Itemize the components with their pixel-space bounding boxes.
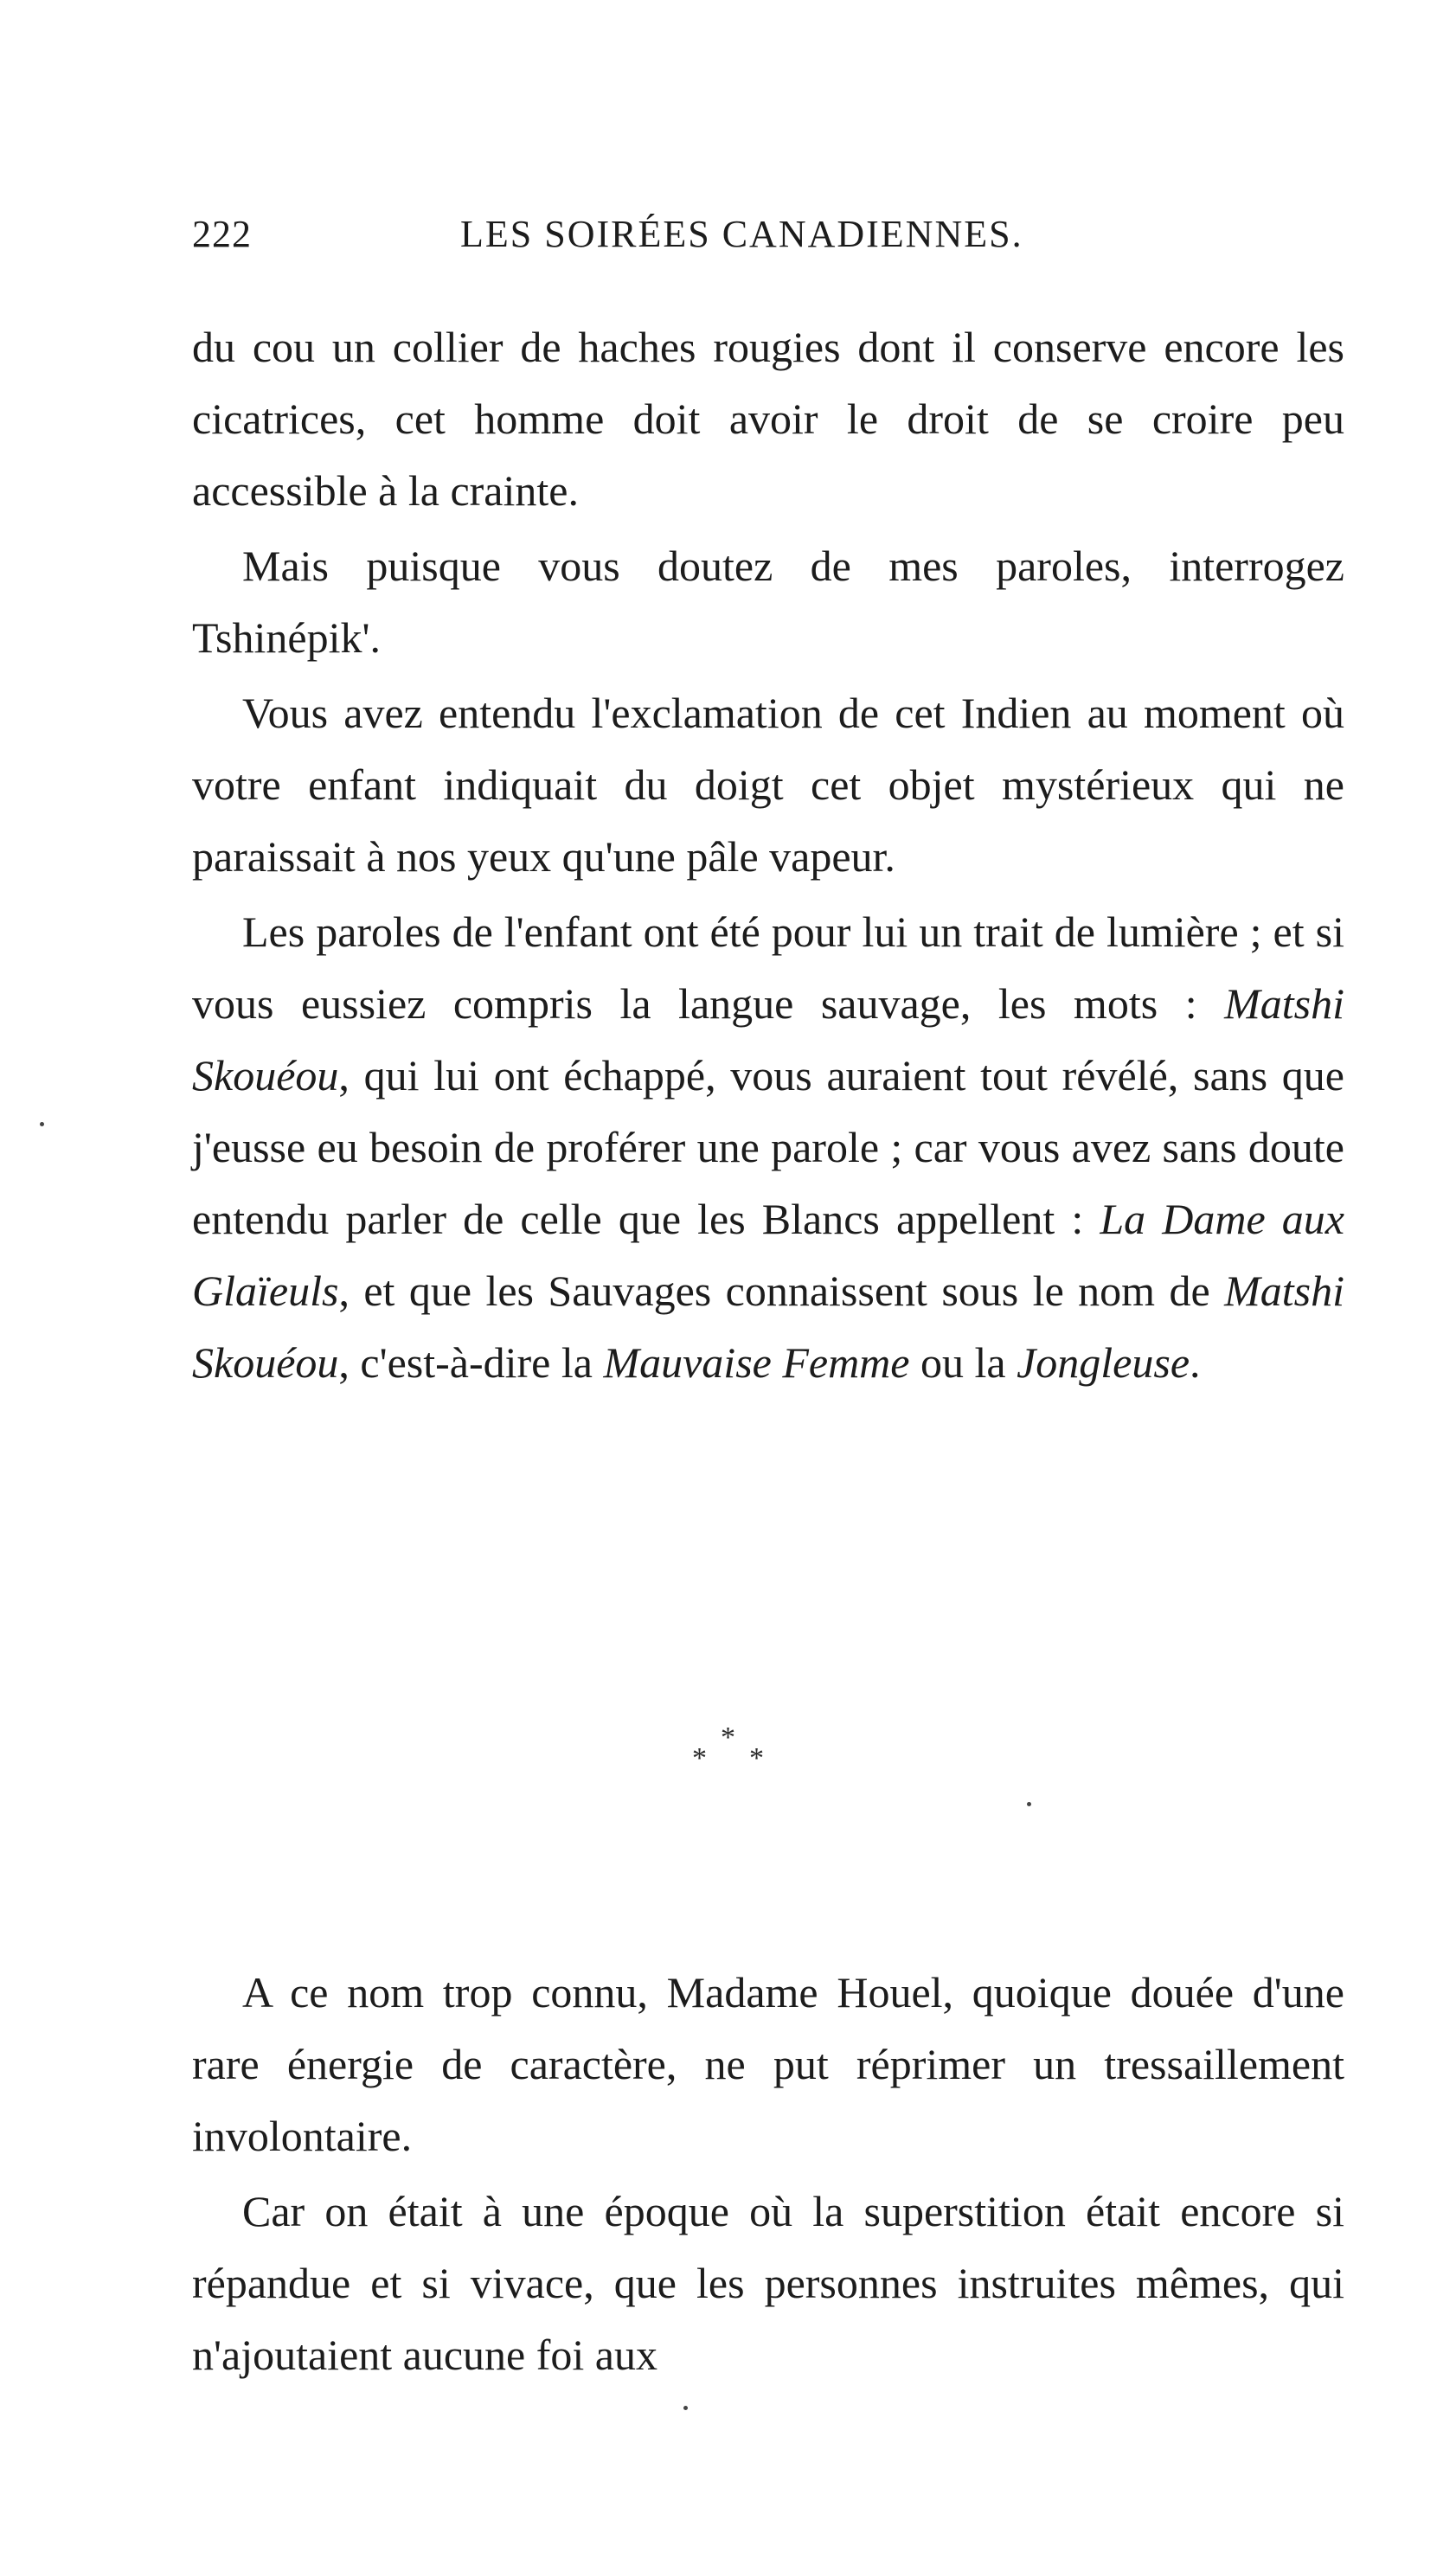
- text-run: .: [1190, 1338, 1201, 1387]
- paragraph: Mais puisque vous doutez de mes paroles, interrogez Tshinépik'.: [192, 542, 1344, 662]
- text-run: , c'est-à-dire la: [338, 1338, 604, 1387]
- text-block-bottom: [192, 1957, 1344, 2391]
- print-speck: [40, 1122, 44, 1126]
- page-header: [192, 212, 1421, 264]
- paragraph: A ce nom trop connu, Madame Houel, quoique douée d'une rare énergie de caractère, ne put réprimer un tressaillement involontaire.: [192, 1968, 1344, 2160]
- text-run: ou la: [909, 1338, 1017, 1387]
- print-speck: [1027, 1802, 1031, 1806]
- print-speck: [683, 2406, 688, 2410]
- italic-term: Matshi Skouéou: [192, 1266, 1344, 1387]
- paragraph-continued: du cou un collier de haches rougies dont il conserve encore les cicatrices, cet homme doit avoir le droit de se croire peu accessible à la crainte.: [192, 323, 1344, 515]
- asterism-star: *: [749, 1742, 764, 1774]
- asterism-star: *: [692, 1742, 707, 1774]
- text-run: , et que les Sauvages connaissent sous le nom de: [338, 1266, 1225, 1315]
- italic-term: Mauvaise Femme: [603, 1338, 910, 1387]
- italic-term: Jongleuse: [1017, 1338, 1190, 1387]
- paragraph: Vous avez entendu l'exclamation de cet Indien au moment où votre enfant indiquait du doigt cet objet mystérieux qui ne paraissait à nos yeux qu'une pâle vapeur.: [192, 689, 1344, 881]
- text-block-top: [192, 311, 1344, 1399]
- text-run: , qui lui ont échappé, vous auraient tout révélé, sans que j'eusse eu besoin de proférer une parole ; car vous avez sans doute entendu parler de celle que les Blancs appellent :: [192, 1051, 1344, 1243]
- paragraph: Car on était à une époque où la superstition était encore si répandue et si vivace, que les personnes instruites mêmes, qui n'ajoutaient aucune foi aux: [192, 2187, 1344, 2379]
- asterism-star: *: [721, 1722, 735, 1754]
- page-number: 222: [192, 213, 252, 255]
- asterism-separator: [692, 1722, 796, 1791]
- running-title: LES SOIRÉES CANADIENNES.: [460, 213, 1023, 255]
- paragraph-long: [192, 896, 1344, 1399]
- text-run: Les paroles de l'enfant ont été pour lui un trait de lumière ; et si vous eussiez compris la langue sauvage, les mots :: [192, 907, 1344, 1028]
- italic-term: Matshi Skouéou: [192, 979, 1344, 1100]
- italic-term: La Dame aux Glaïeuls: [192, 1195, 1344, 1315]
